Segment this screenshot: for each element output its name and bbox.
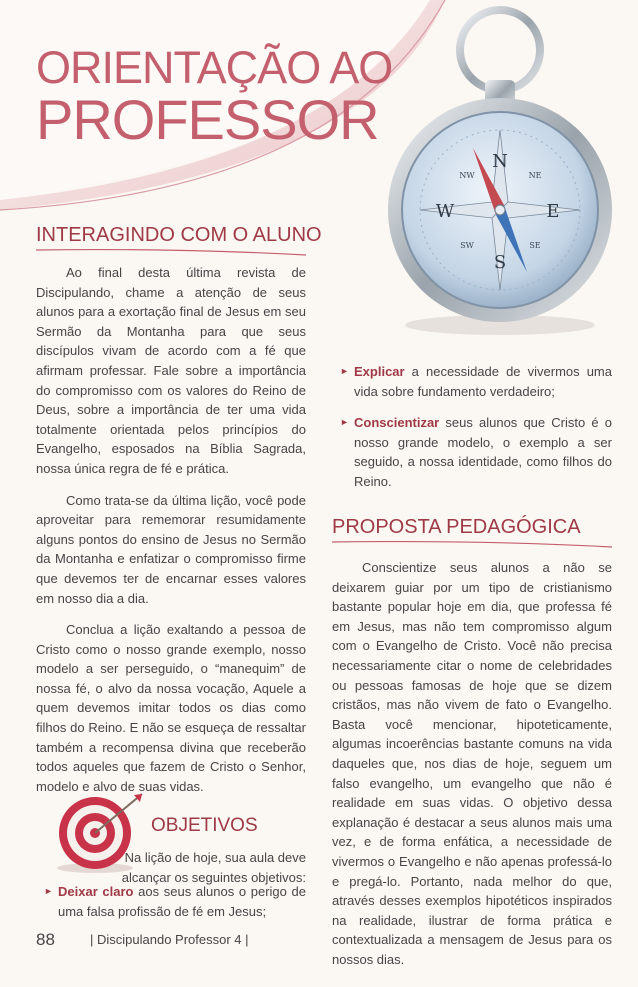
compass-illustration bbox=[375, 0, 625, 340]
objetivo-item bbox=[332, 362, 612, 401]
compass-label-se: SE bbox=[529, 241, 541, 250]
objetivo-item-text: a necessidade de vivermos uma vida sobre fundamento verdadeiro; bbox=[354, 364, 612, 399]
heading-underline bbox=[36, 246, 306, 258]
objetivos-intro: Na lição de hoje, sua aula deve alcançar os seguintes objetivos: bbox=[121, 850, 306, 885]
interagindo-paragraph: Como trata-se da última lição, você pode aproveitar para rememorar resumidamente alguns pontos do ensino de Jesus no Sermão da Montanha e enfatizar o compromisso firme que devemos ter de encarnar esses valores em nosso dia a dia. bbox=[36, 492, 306, 606]
compass-label-e: E bbox=[546, 201, 560, 222]
compass-label-w: W bbox=[435, 201, 455, 222]
compass-label-ne: NE bbox=[528, 171, 542, 180]
objetivo-item-bold: Deixar claro bbox=[58, 884, 134, 899]
compass-label-sw: SW bbox=[460, 241, 474, 250]
objetivo-item-text: aos seus alunos o perigo de uma falsa profissão de fé em Jesus; bbox=[58, 884, 306, 919]
compass-label-nw: NW bbox=[459, 171, 475, 180]
bullet-arrow-icon: ► bbox=[44, 886, 53, 896]
proposta-body bbox=[332, 558, 612, 969]
page-title-line1: ORIENTAÇÃO AO bbox=[36, 42, 393, 93]
objetivo-item bbox=[332, 413, 612, 491]
section-heading-interagindo: INTERAGINDO COM O ALUNO bbox=[36, 224, 322, 246]
objetivos-list-left bbox=[36, 882, 306, 921]
section-heading-proposta: PROPOSTA PEDAGÓGICA bbox=[332, 516, 581, 538]
page-title-line2: PROFESSOR bbox=[36, 88, 379, 151]
compass-label-s: S bbox=[493, 252, 507, 273]
objetivo-item bbox=[36, 882, 306, 921]
objetivo-item-text: seus alunos que Cristo é o nosso grande modelo, o exemplo a ser seguido, a nossa identidade, como filhos do Reino. bbox=[354, 415, 612, 489]
bullet-arrow-icon: ► bbox=[340, 417, 349, 428]
interagindo-paragraph: Ao final desta última revista de Discipulando, chame a atenção de seus alunos para a exortação final de Jesus em seu Sermão da Montanha para que seus discípulos vivam de acordo com a fé que afirmam professar. Fale sobre a importância do compromisso com os valores do Reino de Deus, sobre a importância de ter uma vida totalmente orientada pelos princípios do Evangelho, esposados na Bíblia Sagrada, nossa única regra de fé e prática. bbox=[36, 265, 306, 476]
objetivos-list-right bbox=[332, 362, 612, 492]
proposta-paragraph: Conscientize seus alunos a não se deixarem guiar por um tipo de cristianismo bastante popular hoje em dia, que professa fé em Jesus, mas não tem compromisso algum com o Evangelho de Cristo. Você não precisa necessariamente citar o nome de celebridades ou pessoas famosas de hoje que se dizem cristãos, mas não vivem de fato o Evangelho. Basta você mencionar, hipoteticamente, algumas incoerências bastante comuns na vida daqueles que, nos dias de hoje, seguem um falso evangelho, um evangelho que não é realidade em suas vidas. O objetivo dessa explanação é destacar a seus alunos mais uma vez, e de forma enfática, a necessidade de vivermos o Evangelho e não apenas professá-lo e pregá-lo. Portanto, nada melhor do que, através desses exemplos hipotéticos inspirados na realidade, ilustrar de forma prática e contextualizada a mensagem de Jesus para os nossos dias. bbox=[332, 560, 612, 967]
interagindo-body bbox=[36, 263, 306, 796]
heading-underline bbox=[332, 538, 612, 550]
interagindo-paragraph: Conclua a lição exaltando a pessoa de Cristo como o nosso grande exemplo, nosso modelo a ser perseguido, o “manequim” de nossa fé, o alvo da nossa vocação, Aquele a quem devemos imitar todos os dias como filhos do Reino. E não se esqueça de ressaltar também a recompensa divina que receberão todos aqueles que fazem de Cristo o Senhor, modelo e alvo de suas vidas. bbox=[36, 622, 306, 794]
page-number: 88 bbox=[36, 930, 55, 949]
objetivo-item-bold: Explicar bbox=[354, 364, 405, 379]
objetivo-item-bold: Conscientizar bbox=[354, 415, 440, 431]
running-title: | Discipulando Professor 4 | bbox=[90, 932, 249, 947]
compass-ring bbox=[460, 10, 540, 90]
section-heading-objetivos: OBJETIVOS bbox=[151, 815, 258, 836]
bullet-arrow-icon: ► bbox=[340, 366, 349, 376]
compass-label-n: N bbox=[492, 151, 508, 172]
